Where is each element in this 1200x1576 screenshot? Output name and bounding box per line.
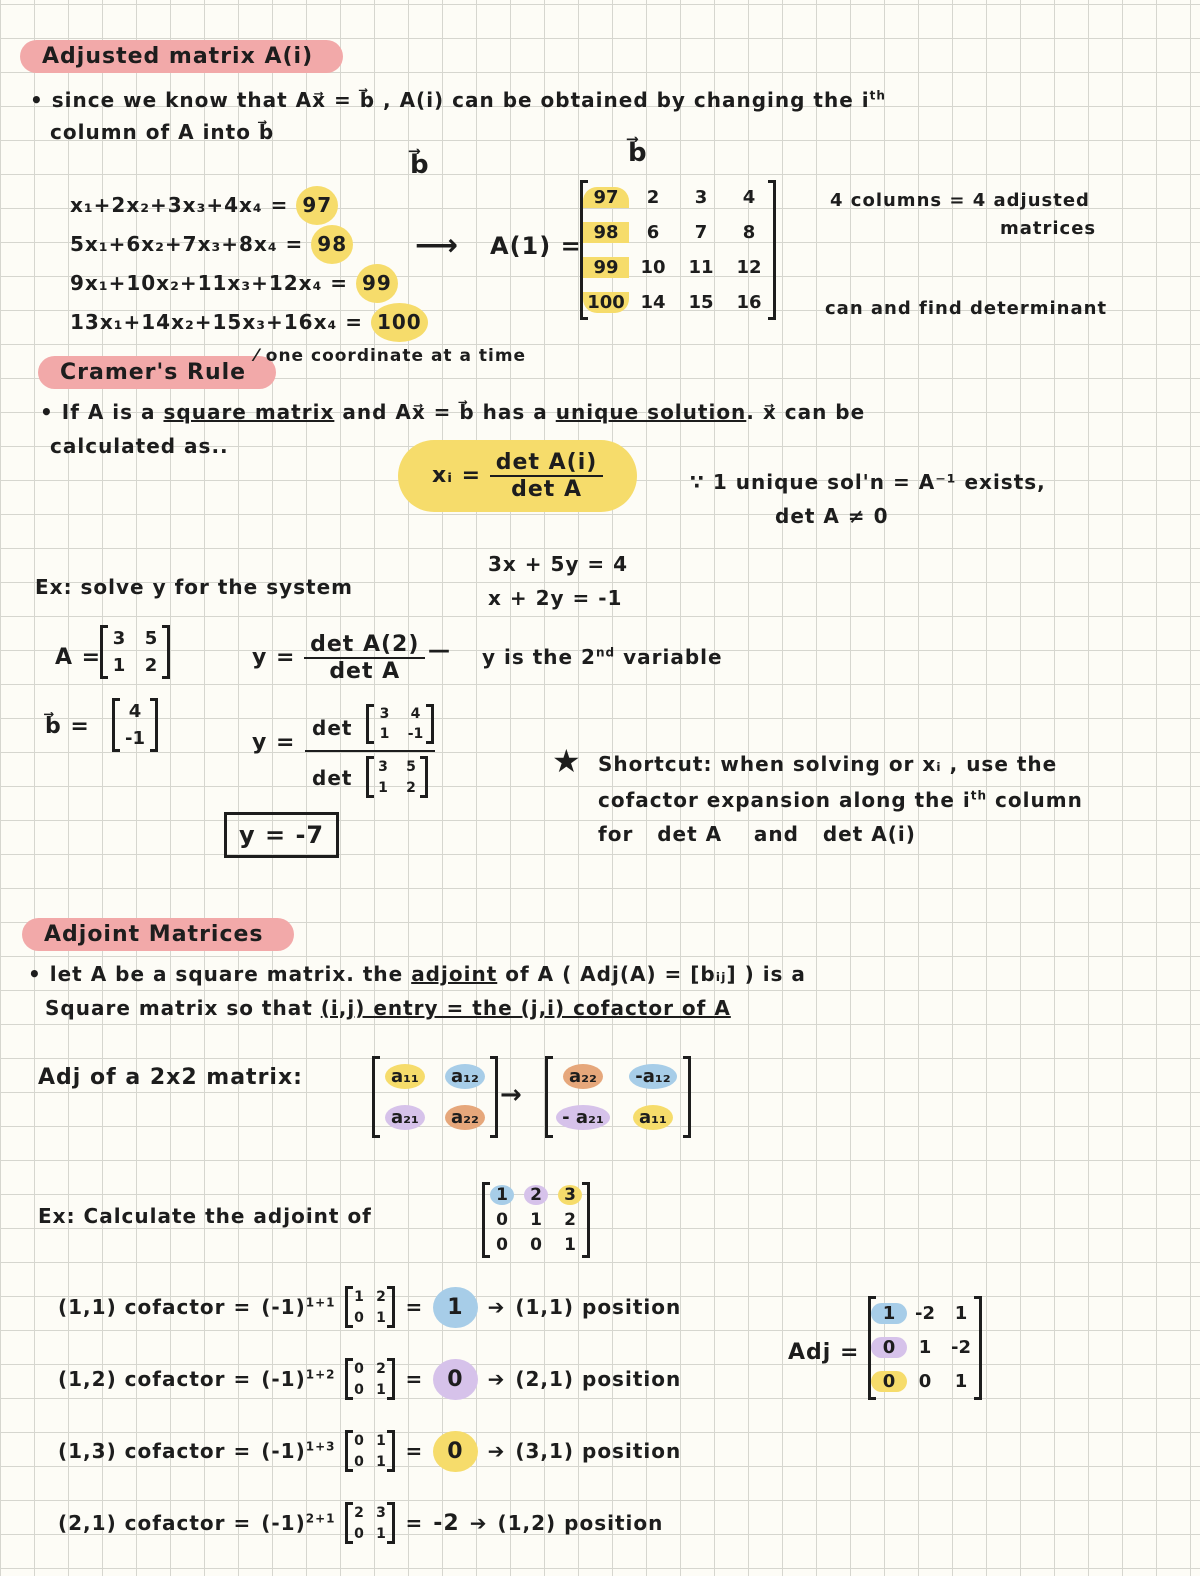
heading-adjoint-matrices: Adjoint Matrices — [22, 918, 294, 951]
matrix-cell: 1 — [530, 1209, 542, 1230]
matrix-cell: a₂₂ — [445, 1105, 485, 1130]
equation-row: x₁+2x₂+3x₃+4x₄ = 97 — [70, 186, 428, 225]
cofactor-row: (1,1) cofactor = $(-1)^{1+1}$ 1 2 0 1 = 1 ➔ (1,1) position — [58, 1286, 681, 1328]
matrix-a-label: A = — [55, 645, 102, 670]
matrix-cell: 0 — [871, 1371, 907, 1392]
cramers-line1: • If A is a square matrix and Ax⃗ = b⃗ has a unique solution. x⃗ can be — [40, 400, 866, 424]
matrix-cell: 1 — [954, 1302, 968, 1324]
matrix-cell: 1 — [112, 655, 126, 676]
cramers-formula: xᵢ = $\frac{\text{det A(i)}}{\text{det A}}$ — [398, 440, 637, 512]
cofactor-row: (1,2) cofactor = $(-1)^{1+2}$ 0 2 0 1 = 0 ➔ (2,1) position — [58, 1358, 681, 1400]
matrix-adjoint-result — [868, 1296, 982, 1400]
adjusted-matrix-line1: • since we know that Ax⃗ = b⃗ , A(i) can be obtained by changing the $i^{th}$ — [30, 88, 886, 112]
matrix-cell: 1 — [954, 1370, 968, 1392]
matrix-2x2-adjoint — [545, 1056, 691, 1138]
matrix-cell: -1 — [125, 728, 145, 749]
dash-icon: — — [428, 638, 451, 663]
cramers-line2: calculated as.. — [50, 434, 229, 458]
minor-matrix: 0 2 0 1 — [345, 1358, 395, 1400]
matrix-cell: 1 — [564, 1234, 576, 1255]
matrix-cell: -a₁₂ — [629, 1064, 676, 1089]
system-eq-1: 3x + 5y = 4 — [488, 552, 629, 576]
matrix-cell: -2 — [915, 1302, 935, 1324]
matrix-cell: 1 — [379, 726, 390, 742]
matrix-cell: 12 — [736, 257, 762, 278]
matrix-a1-label: A(1) = — [490, 232, 582, 260]
adj-result-label: Adj = — [788, 1340, 860, 1365]
matrix-a — [100, 625, 170, 679]
matrix-cell: 3 — [112, 628, 126, 649]
heading-adjusted-matrix: Adjusted matrix A(i) — [20, 40, 343, 73]
matrix-cell: 3 — [694, 187, 708, 208]
vector-b — [112, 698, 158, 752]
det-nonzero-note: det A ≠ 0 — [775, 504, 889, 528]
matrix-cell: 97 — [583, 187, 629, 208]
matrix-cell: -1 — [407, 726, 424, 742]
determinant-note: can and find determinant — [825, 298, 1108, 319]
matrix-cell: 0 — [871, 1337, 907, 1358]
matrix-2x2-original — [372, 1056, 498, 1138]
matrix-cell: 2 — [406, 779, 416, 796]
matrix-cell: 1 — [490, 1185, 514, 1205]
matrix-cell: 0 — [496, 1209, 508, 1230]
example-prompt: Ex: solve y for the system — [35, 575, 353, 599]
matrix-cell: 2 — [144, 655, 158, 676]
y-formula: y = $\frac{\text{det A(2)}}{\text{det A}}$ — [252, 632, 425, 684]
answer-box: y = -7 — [224, 812, 339, 858]
matrix-cell: -2 — [951, 1336, 971, 1358]
matrix-cell: 6 — [646, 222, 660, 243]
matrix-cell: 16 — [736, 292, 762, 313]
matrix-cell: a₂₁ — [385, 1105, 425, 1130]
matrix-cell: - a₂₁ — [556, 1105, 610, 1130]
matrix-cell: a₁₁ — [385, 1064, 425, 1089]
minor-matrix: 0 1 0 1 — [345, 1430, 395, 1472]
cofactor-row: (1,3) cofactor = $(-1)^{1+3}$ 0 1 0 1 = 0 ➔ (3,1) position — [58, 1430, 681, 1472]
matrix-cell: 4 — [410, 706, 421, 722]
matrix-cell: 2 — [564, 1209, 576, 1230]
matrix-cell: 0 — [918, 1370, 932, 1392]
adj-2x2-label: Adj of a 2x2 matrix: — [38, 1065, 303, 1090]
shortcut-line3: for det A and det A(i) — [598, 822, 916, 846]
matrix-cell: 5 — [406, 758, 416, 775]
matrix-cell: 100 — [583, 292, 629, 313]
adjusted-matrix-line2: column of A into b⃗ — [50, 120, 275, 144]
matrix-cell: 15 — [688, 292, 714, 313]
adjoint-line2: Square matrix so that (i,j) entry = the (j,i) cofactor of A — [45, 996, 731, 1020]
matrix-cell: a₂₂ — [563, 1064, 603, 1089]
matrix-cell: 3 — [379, 706, 390, 722]
matrix-cell: 1 — [378, 779, 388, 796]
matrix-cell: 8 — [742, 222, 756, 243]
b-vector-label: b⃗ — [410, 150, 430, 180]
adjoint-example-prompt: Ex: Calculate the adjoint of — [38, 1204, 372, 1228]
matrix-cell: 1 — [918, 1336, 932, 1358]
matrix-cell: 0 — [530, 1234, 542, 1255]
matrix-cell: 4 — [128, 701, 142, 722]
matrix-cell: a₁₁ — [633, 1105, 673, 1130]
equation-row: 5x₁+6x₂+7x₃+8x₄ = 98 — [70, 225, 428, 264]
columns-note-2: matrices — [1000, 218, 1097, 239]
equation-row: 13x₁+14x₂+15x₃+16x₄ = 100 — [70, 303, 428, 342]
matrix-cell: 99 — [583, 257, 629, 278]
matrix-cell: 5 — [144, 628, 158, 649]
matrix-a2 — [366, 704, 434, 744]
system-eq-2: x + 2y = -1 — [488, 586, 623, 610]
equation-row: 9x₁+10x₂+11x₃+12x₄ = 99 — [70, 264, 428, 303]
star-icon: ★ — [552, 742, 582, 780]
arrow-icon: → — [500, 1080, 523, 1110]
minor-matrix: 2 3 0 1 — [345, 1502, 395, 1544]
matrix-cell: 14 — [640, 292, 666, 313]
matrix-cell: 2 — [646, 187, 660, 208]
matrix-cell: 1 — [871, 1303, 907, 1324]
arrow-icon: ⟶ — [415, 228, 460, 263]
matrix-cell: 0 — [496, 1234, 508, 1255]
matrix-cell: 98 — [583, 222, 629, 243]
fraction-bar — [305, 750, 435, 752]
matrix-cell: 3 — [558, 1185, 582, 1205]
matrix-cell: 11 — [688, 257, 714, 278]
adjoint-line1: • let A be a square matrix. the adjoint of A ( Adj(A) = [bᵢⱼ] ) is a — [28, 962, 806, 986]
shortcut-line2: cofactor expansion along the $i^{th}$ column — [598, 788, 1083, 812]
y-lhs-2: y = — [252, 730, 296, 755]
cramers-aside: ⁄ one coordinate at a time — [255, 346, 527, 366]
matrix-cell: a₁₂ — [445, 1064, 485, 1089]
second-variable-note: y is the 2nd variable — [482, 645, 723, 669]
b-vector-label-2: b⃗ — [628, 138, 648, 168]
matrix-example-3x3 — [482, 1182, 590, 1258]
matrix-cell: 3 — [378, 758, 388, 775]
vector-b-label: b⃗ = — [45, 714, 90, 739]
cofactor-row: (2,1) cofactor = $(-1)^{2+1}$ 2 3 0 1 = -2 ➔ (1,2) position — [58, 1502, 663, 1544]
matrix-cell: 7 — [694, 222, 708, 243]
equation-system — [70, 186, 428, 342]
det-label-den: det — [312, 766, 353, 790]
minor-matrix: 1 2 0 1 — [345, 1286, 395, 1328]
matrix-a1 — [580, 180, 776, 320]
matrix-cell: 4 — [742, 187, 756, 208]
matrix-a-den — [366, 756, 428, 798]
matrix-cell: 10 — [640, 257, 666, 278]
unique-solution-note: ∵ 1 unique sol'n = A⁻¹ exists, — [690, 470, 1046, 494]
heading-cramers-rule: Cramer's Rule — [38, 356, 276, 389]
columns-note: 4 columns = 4 adjusted — [830, 190, 1090, 211]
matrix-cell: 2 — [524, 1185, 548, 1205]
det-label-num: det — [312, 716, 353, 740]
shortcut-line1: Shortcut: when solving or xᵢ , use the — [598, 752, 1058, 776]
